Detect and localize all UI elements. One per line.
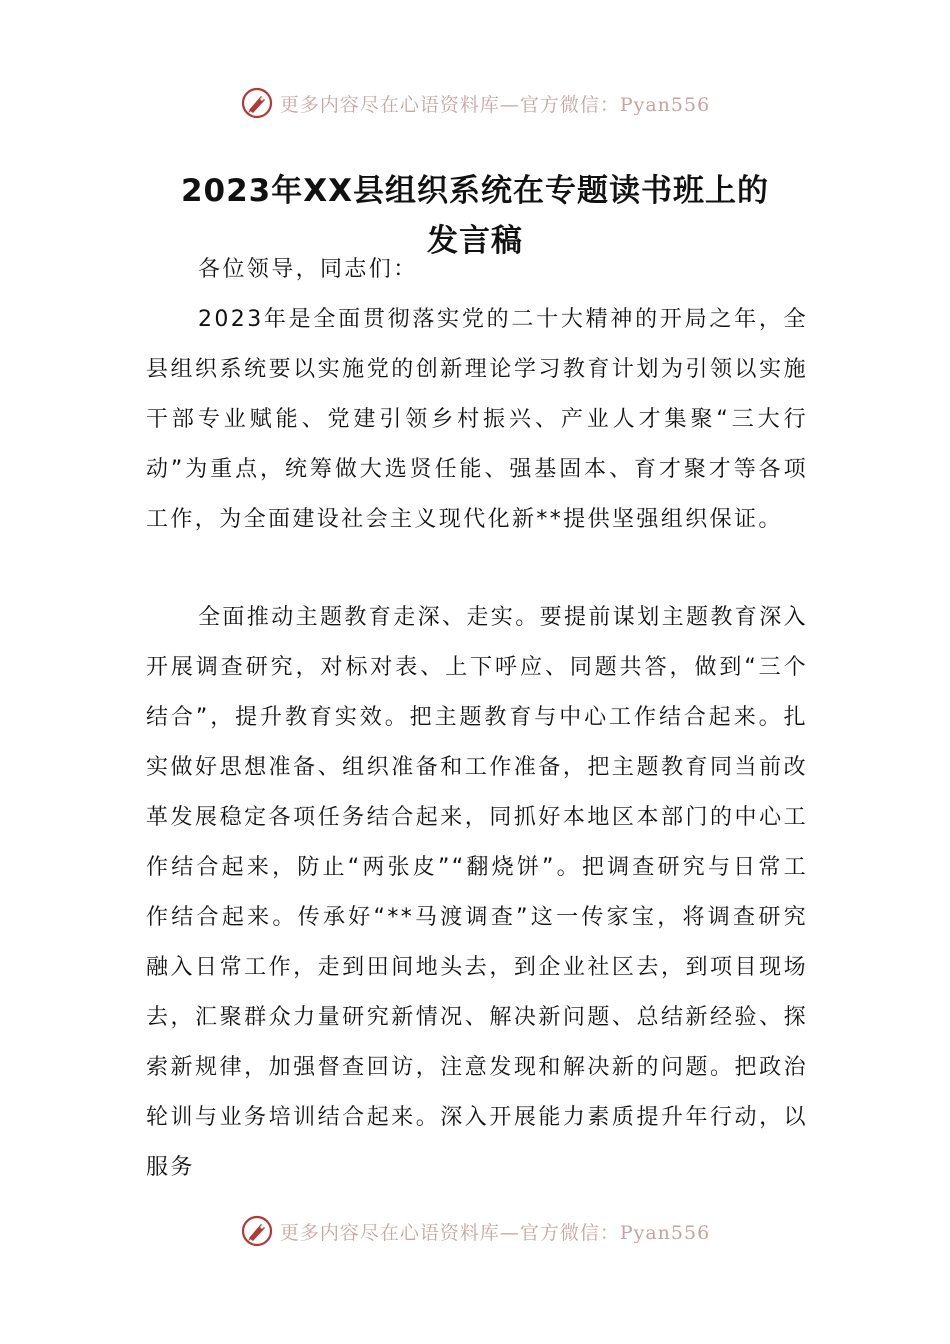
- watermark-banner-top: [0, 83, 950, 123]
- pen-nib-logo-icon: [240, 1214, 274, 1248]
- watermark-text: 更多内容尽在心语资料库—官方微信：Pyan556: [279, 93, 711, 116]
- title-line-1: 2023年XX县组织系统在专题读书班上的: [180, 172, 770, 209]
- watermark-banner-bottom: [0, 1211, 950, 1251]
- paragraph-theme-education: 全面推动主题教育走深、走实。要提前谋划主题教育深入开展调查研究，对标对表、上下呼应、同题共答，做到“三个结合”，提升教育实效。把主题教育与中心工作结合起来。扎实做好思想准备、组织准备和工作准备，把主题教育同当前改革发展稳定各项任务结合起来，同抓好本地区本部门的中心工作结合起来，防止“两张皮”“翻烧饼”。把调查研究与日常工作结合起来。传承好“**马渡调查”这一传家宝，将调查研究融入日常工作，走到田间地头去，到企业社区去，到项目现场去，汇聚群众力量研究新情况、解决新问题、总结新经验、探索新规律，加强督查回访，注意发现和解决新的问题。把政治轮训与业务培训结合起来。深入开展能力素质提升年行动，以服务: [146, 605, 809, 1180]
- paragraph-intro: 2023年是全面贯彻落实党的二十大精神的开局之年，全县组织系统要以实施党的创新理论学习教育计划为引领以实施干部专业赋能、党建引领乡村振兴、产业人才集聚“三大行动”为重点，统筹做大选贤任能、强基固本、育才聚才等各项工作，为全面建设社会主义现代化新**提供坚强组织保证。: [146, 307, 808, 532]
- pen-nib-logo-icon: [240, 86, 274, 120]
- salutation: 各位领导，同志们：: [198, 257, 418, 282]
- title-line-2: 发言稿: [427, 222, 523, 259]
- watermark-text-bottom: 更多内容尽在心语资料库—官方微信：Pyan556: [279, 1221, 711, 1244]
